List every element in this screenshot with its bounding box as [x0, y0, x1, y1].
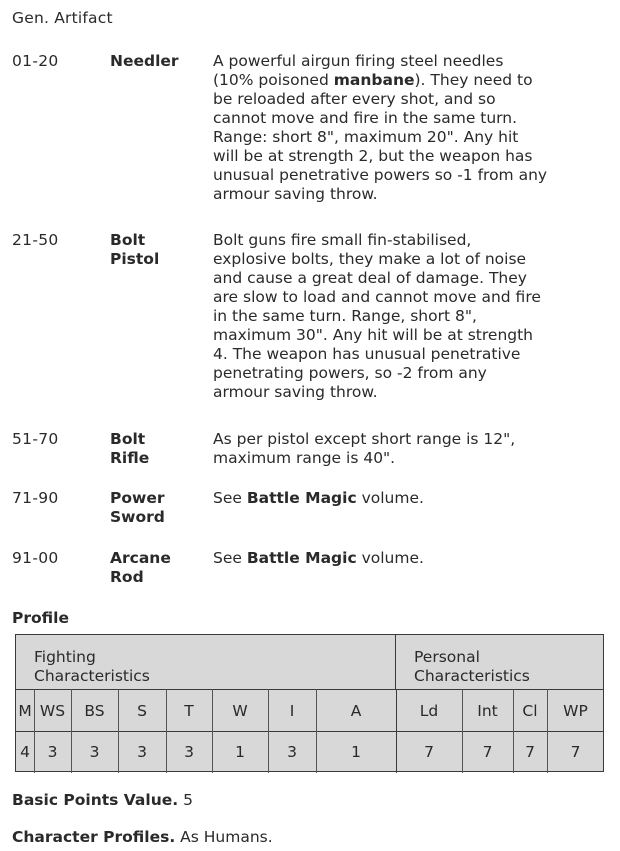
roll-range: 51-70 [12, 430, 59, 448]
profile-column-divider [396, 689, 397, 773]
artifact-description: Bolt guns fire small fin-stabilised, explosive bolts, they make a lot of noise and cause a great deal of damage. They are slow to load and cannot move and fire in the same turn. Range, short 8", maximum 30". Any hit will be at strength 4. The weapon has unusual penetrative penetrating powers, so -2 from any armour saving throw. [213, 231, 541, 401]
profile-column-divider [166, 689, 167, 773]
profile-value-cell: 3 [184, 742, 194, 761]
roll-range: 91-00 [12, 549, 59, 567]
profile-column-divider [268, 689, 269, 773]
profile-value-cell: 1 [351, 742, 361, 761]
profile-column-divider [212, 689, 213, 773]
profile-value-cell: 7 [525, 742, 535, 761]
character-profiles-line [12, 828, 273, 847]
profile-value-cell: 7 [424, 742, 434, 761]
character-profiles-label: Character Profiles. [12, 828, 176, 846]
profile-value-cell: 1 [235, 742, 245, 761]
profile-column-divider [71, 689, 72, 773]
artifact-description: See Battle Magic volume. [213, 489, 424, 507]
profile-header-cell: M [18, 701, 32, 720]
roll-range: 71-90 [12, 489, 59, 507]
profile-value-cell: 7 [482, 742, 493, 761]
profile-header-cell: Int [477, 701, 498, 720]
profile-value-cell: 7 [570, 742, 581, 761]
profile-header-cell: T [184, 701, 194, 720]
profile-table [15, 634, 604, 772]
character-profiles-value: As Humans. [175, 828, 273, 846]
fighting-characteristics-group: Fighting Characteristics [16, 635, 396, 689]
page-header: Gen. Artifact [12, 9, 113, 27]
profile-header-cell: Cl [522, 701, 538, 720]
points-value-line [12, 791, 193, 810]
artifact-name: Bolt Rifle [110, 430, 150, 467]
artifact-description: As per pistol except short range is 12", maximum range is 40". [213, 430, 516, 467]
artifact-name: Needler [110, 52, 179, 70]
bold-reference: Battle Magic [246, 549, 357, 567]
profile-divider [16, 689, 603, 690]
profile-column-divider [462, 689, 463, 773]
artifact-description: See Battle Magic volume. [213, 549, 424, 567]
artifact-name: Power Sword [110, 489, 165, 526]
bold-reference: manbane [333, 71, 415, 89]
points-value: 5 [178, 791, 193, 809]
profile-value-cell: 3 [137, 742, 147, 761]
profile-value-cell: 3 [89, 742, 100, 761]
profile-value-cell: 3 [287, 742, 297, 761]
profile-header-cell: S [137, 701, 147, 720]
artifact-description: A powerful airgun firing steel needles (10% poisoned manbane). They need to be reloaded after every shot, and so cannot move and fire in the same turn. Range: short 8", maximum 20". Any hit will be at strength 2, but the weapon has unusual penetrative powers so -1 from any armour saving throw. [213, 52, 548, 203]
bold-reference: Battle Magic [246, 489, 357, 507]
profile-value-cell: 4 [20, 742, 30, 761]
points-value-label: Basic Points Value. [12, 791, 179, 809]
roll-range: 01-20 [12, 52, 59, 70]
profile-header-cell: BS [84, 701, 105, 720]
profile-header-cell: Ld [419, 701, 439, 720]
profile-header-cell: I [289, 701, 295, 720]
profile-header-cell: WS [39, 701, 66, 720]
profile-header-cell: A [350, 701, 362, 720]
personal-characteristics-group: Personal Characteristics [414, 648, 530, 685]
artifact-name: Bolt Pistol [110, 231, 160, 268]
profile-column-divider [34, 689, 35, 773]
profile-column-divider [316, 689, 317, 773]
profile-title: Profile [12, 609, 69, 627]
profile-header-cell: WP [563, 701, 588, 720]
roll-range: 21-50 [12, 231, 59, 249]
profile-column-divider [513, 689, 514, 773]
profile-header-cell: W [232, 701, 248, 720]
profile-column-divider [118, 689, 119, 773]
profile-column-divider [547, 689, 548, 773]
profile-value-cell: 3 [47, 742, 58, 761]
artifact-name: Arcane Rod [110, 549, 171, 586]
